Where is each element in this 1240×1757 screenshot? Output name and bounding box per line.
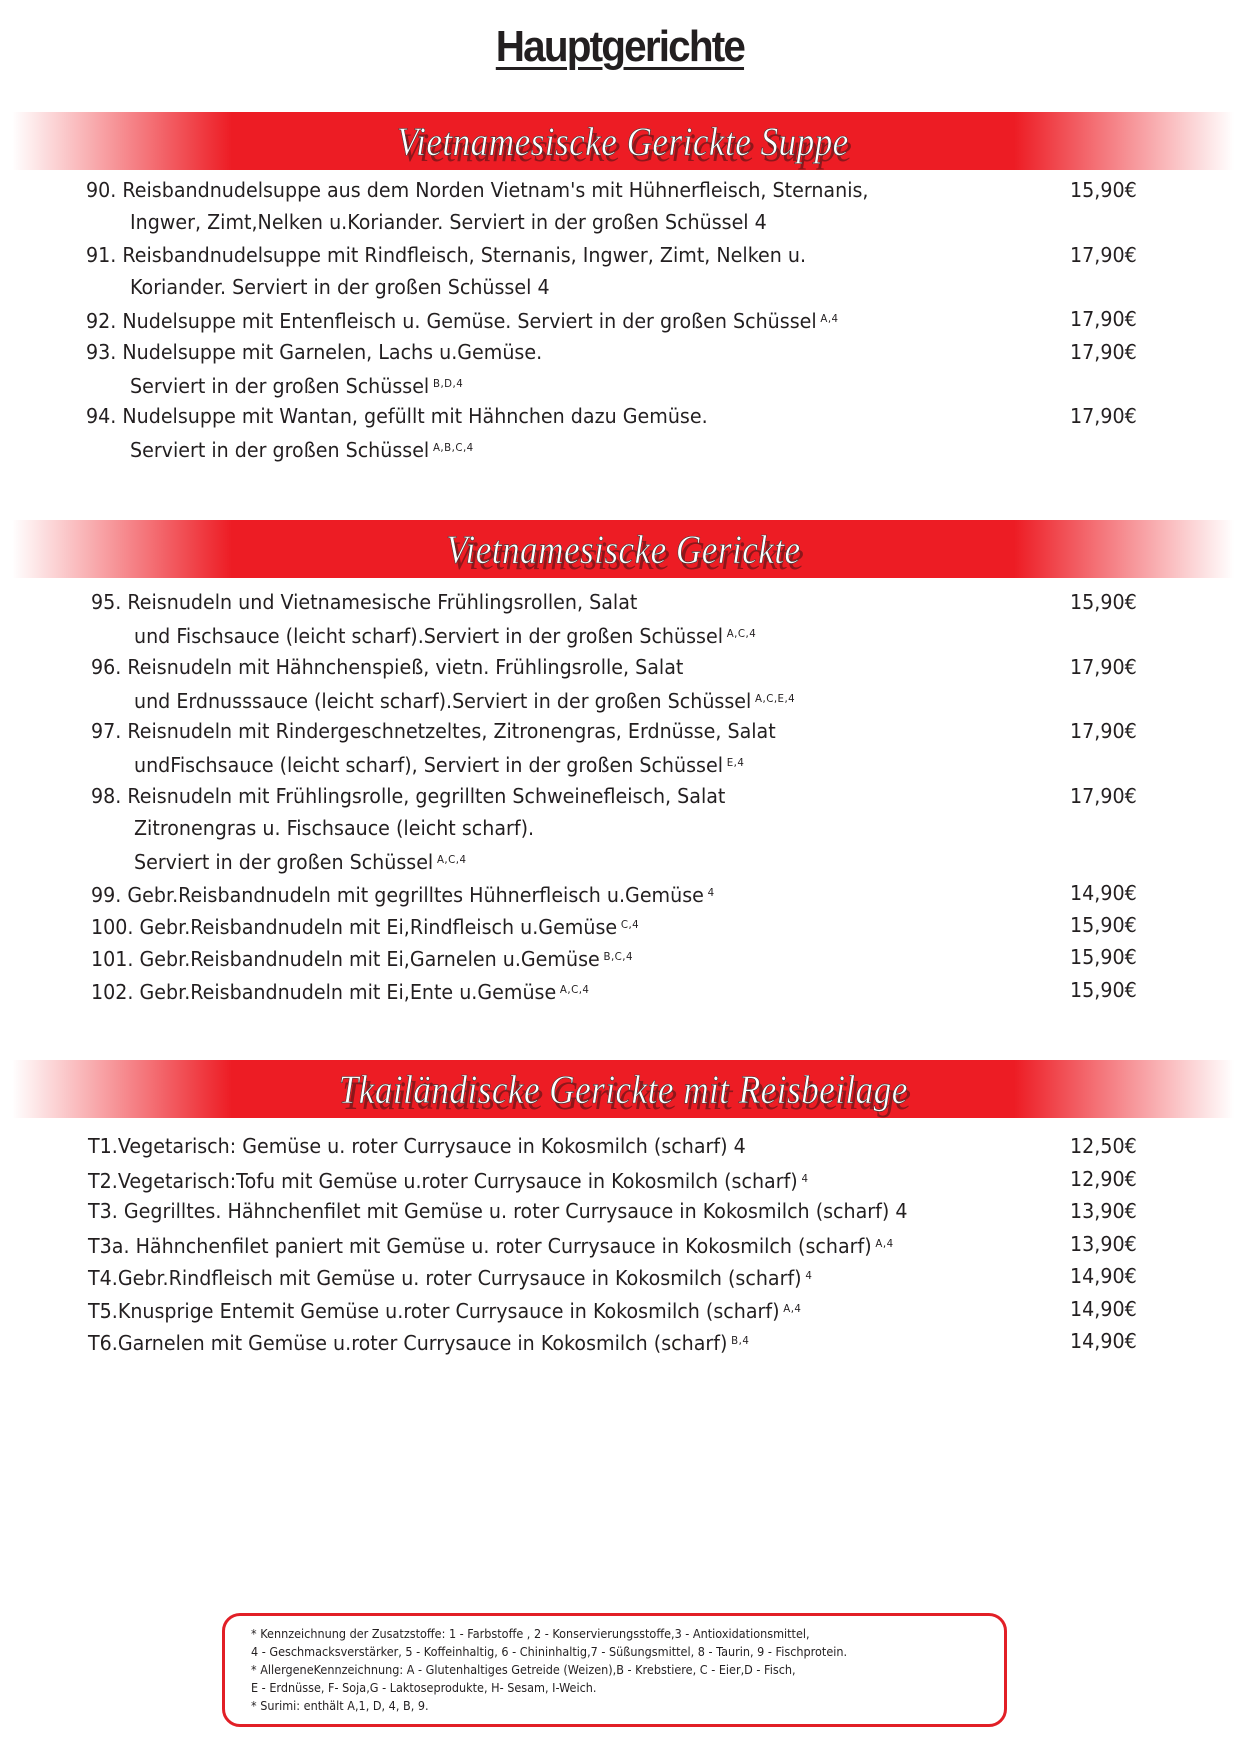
- menu-item-price: 15,90€: [1070, 178, 1137, 202]
- menu-item-text: 99. Gebr.Reisbandnudeln mit gegrilltes Hühnerfleisch u.Gemüse: [91, 882, 704, 907]
- menu-item-text: T3a. Hähnchenfilet paniert mit Gemüse u. roter Currysauce in Kokosmilch (scharf): [88, 1233, 872, 1258]
- menu-item: [0, 1326, 1240, 1356]
- menu-item-price: 12,90€: [1070, 1166, 1137, 1191]
- section-header-vietnamese-soups: [12, 112, 1234, 170]
- menu-item-text: T6.Garnelen mit Gemüse u.roter Currysauce in Kokosmilch (scharf): [88, 1331, 728, 1355]
- page-title-wrap: [0, 22, 1240, 72]
- menu-item-name: [86, 401, 708, 431]
- menu-item-text: Koriander. Serviert in der großen Schüssel 4: [130, 274, 550, 299]
- menu-item-price: 15,90€: [1070, 913, 1137, 937]
- allergen-codes: 4: [805, 1269, 813, 1282]
- menu-item-text: 96. Reisnudeln mit Hähnchenspieß, vietn. Frühlingsrolle, Salat: [91, 654, 684, 679]
- menu-item: [0, 652, 1240, 713]
- menu-item-price: 17,90€: [1070, 783, 1137, 808]
- menu-item-name: [86, 337, 542, 367]
- menu-item-text: T1.Vegetarisch: Gemüse u. roter Currysauce in Kokosmilch (scharf) 4: [88, 1134, 746, 1158]
- footnote-line: * Kennzeichnung der Zusatzstoffe: 1 - Farbstoffe , 2 - Konservierungsstoffe,3 - Antioxidationsmittel,: [251, 1626, 810, 1641]
- menu-item-price: 17,90€: [1070, 654, 1137, 679]
- footnote-line: E - Erdnüsse, F- Soja,G - Laktoseprodukte, H- Sesam, I-Weich.: [251, 1680, 597, 1695]
- allergen-codes: B,C,4: [603, 950, 633, 964]
- menu-item-description: [130, 272, 550, 302]
- menu-item: [0, 587, 1240, 649]
- menu-item-name: [88, 1164, 808, 1196]
- section-heading: Vietnamesiscke Gerickte: [445, 526, 801, 572]
- menu-item-text: 95. Reisnudeln und Vietnamesische Frühlingsrollen, Salat: [91, 590, 638, 614]
- menu-item-name: [88, 1261, 812, 1293]
- footnote-line: * AllergeneKennzeichnung: A - Glutenhaltiges Getreide (Weizen),B - Krebstiere, C - Eier,D - Fisch,: [251, 1662, 796, 1677]
- section-heading: Vietnamesiscke Gerickte Suppe: [397, 118, 849, 164]
- menu-item-price: 17,90€: [1070, 242, 1137, 267]
- menu-item-price: 13,90€: [1070, 1231, 1137, 1256]
- menu-item-text: Serviert in der großen Schüssel: [130, 373, 430, 398]
- menu-item-text: undFischsauce (leicht scharf), Serviert in der großen Schüssel: [134, 753, 723, 778]
- menu-item: [0, 240, 1240, 299]
- menu-item: [0, 1164, 1240, 1194]
- menu-item-name: [88, 1326, 749, 1358]
- menu-item-name: [91, 910, 639, 942]
- menu-item: [0, 716, 1240, 778]
- allergen-codes: A,4: [820, 312, 839, 326]
- menu-item-text: 98. Reisnudeln mit Frühlingsrolle, gegrillten Schweinefleisch, Salat: [91, 783, 726, 808]
- section-header-vietnamese-dishes: [12, 520, 1234, 578]
- menu-item-name: [91, 716, 776, 746]
- menu-item-text: 91. Reisbandnudelsuppe mit Rindfleisch, Sternanis, Ingwer, Zimt, Nelken u.: [86, 242, 807, 267]
- menu-item-text: 102. Gebr.Reisbandnudeln mit Ei,Ente u.Gemüse: [91, 979, 557, 1004]
- menu-item-description: [130, 433, 474, 465]
- menu-item-price: 17,90€: [1070, 719, 1137, 744]
- menu-item-text: Serviert in der großen Schüssel: [130, 438, 430, 463]
- menu-item-text: 97. Reisnudeln mit Rindergeschnetzeltes, Zitronengras, Erdnüsse, Salat: [91, 719, 776, 744]
- menu-item: [0, 1196, 1240, 1226]
- menu-item-description: [134, 684, 795, 716]
- menu-item-text: 90. Reisbandnudelsuppe aus dem Norden Vietnam's mit Hühnerfleisch, Sternanis,: [86, 178, 869, 202]
- menu-item-description: [130, 369, 463, 401]
- allergen-codes: E,4: [726, 756, 745, 770]
- allergen-codes: A,4: [875, 1236, 894, 1250]
- menu-item-text: 100. Gebr.Reisbandnudeln mit Ei,Rindfleisch u.Gemüse: [91, 915, 618, 939]
- allergen-codes: 4: [801, 1171, 809, 1185]
- menu-item-text: 101. Gebr.Reisbandnudeln mit Ei,Garnelen u.Gemüse: [91, 947, 600, 972]
- section-header-thai-dishes: [12, 1060, 1234, 1118]
- menu-item: [0, 910, 1240, 940]
- allergen-codes: B,D,4: [432, 376, 464, 390]
- menu-item-name: [91, 587, 637, 617]
- section-heading: Tkailändiscke Gerickte mit Reisbeilage: [338, 1066, 908, 1112]
- menu-item: [0, 878, 1240, 908]
- menu-item: [0, 401, 1240, 463]
- menu-item: [0, 1294, 1240, 1324]
- menu-item-name: [88, 1196, 907, 1226]
- menu-item-description: [134, 845, 466, 877]
- menu-item: [0, 337, 1240, 398]
- menu-item-text: Serviert in der großen Schüssel: [134, 850, 434, 875]
- menu-item-description: [134, 748, 744, 780]
- allergen-codes: 4: [707, 885, 715, 899]
- menu-item: [0, 975, 1240, 1005]
- allergen-codes: A,4: [783, 1301, 802, 1315]
- menu-item-text: T2.Vegetarisch:Tofu mit Gemüse u.roter Currysauce in Kokosmilch (scharf): [88, 1168, 798, 1193]
- menu-item-price: 14,90€: [1070, 1264, 1137, 1288]
- additives-allergens-footnote: [222, 1613, 1007, 1727]
- allergen-codes: A,C,4: [436, 853, 467, 867]
- menu-item-description: [130, 207, 767, 237]
- menu-item-text: und Fischsauce (leicht scharf).Serviert in der großen Schüssel: [134, 624, 723, 649]
- menu-item: [0, 781, 1240, 875]
- menu-item-price: 14,90€: [1070, 1329, 1137, 1353]
- menu-item-name: [88, 1229, 894, 1261]
- menu-item-text: 93. Nudelsuppe mit Garnelen, Lachs u.Gemüse.: [86, 339, 543, 364]
- menu-item-name: [88, 1131, 746, 1161]
- menu-item: [0, 942, 1240, 972]
- allergen-codes: A,C,4: [726, 627, 757, 641]
- menu-item-text: 92. Nudelsuppe mit Entenfleisch u. Gemüse. Serviert in der großen Schüssel: [86, 309, 817, 334]
- menu-item-price: 15,90€: [1070, 590, 1137, 614]
- menu-item-text: und Erdnusssauce (leicht scharf).Serviert in der großen Schüssel: [134, 688, 752, 713]
- menu-item-text: Zitronengras u. Fischsauce (leicht scharf).: [134, 816, 535, 841]
- menu-item: [0, 304, 1240, 334]
- menu-item-name: [88, 1294, 801, 1326]
- menu-item-name: [86, 240, 806, 270]
- menu-item-name: [91, 942, 633, 974]
- menu-item-price: 15,90€: [1070, 945, 1137, 970]
- allergen-codes: C,4: [620, 918, 640, 931]
- allergen-codes: A,C,E,4: [755, 691, 796, 705]
- menu-item-price: 15,90€: [1070, 977, 1137, 1002]
- page-title: Hauptgerichte: [495, 22, 745, 71]
- menu-item-price: 14,90€: [1070, 880, 1137, 905]
- menu-item-text: T5.Knusprige Entemit Gemüse u.roter Currysauce in Kokosmilch (scharf): [88, 1298, 780, 1323]
- menu-item-name: [91, 652, 683, 682]
- menu-item-price: 17,90€: [1070, 404, 1137, 429]
- menu-item-text: 94. Nudelsuppe mit Wantan, gefüllt mit Hähnchen dazu Gemüse.: [86, 404, 708, 429]
- allergen-codes: B,4: [731, 1334, 750, 1347]
- menu-item-name: [86, 175, 868, 205]
- footnote-line: 4 - Geschmacksverstärker, 5 - Koffeinhaltig, 6 - Chininhaltig,7 - Süßungsmittel, 8 - Taurin, 9 - Fischprotein.: [251, 1644, 848, 1659]
- menu-item-text: Ingwer, Zimt,Nelken u.Koriander. Serviert in der großen Schüssel 4: [130, 210, 767, 235]
- menu-item-description: [134, 619, 756, 651]
- menu-item: [0, 175, 1240, 235]
- menu-item-price: 13,90€: [1070, 1199, 1137, 1223]
- menu-item-price: 17,90€: [1070, 307, 1137, 332]
- menu-item: [0, 1131, 1240, 1161]
- menu-item-name: [91, 781, 725, 811]
- menu-item: [0, 1229, 1240, 1259]
- allergen-codes: A,B,C,4: [432, 441, 474, 455]
- menu-item: [0, 1261, 1240, 1291]
- allergen-codes: A,C,4: [559, 982, 590, 996]
- menu-item-text: T4.Gebr.Rindfleisch mit Gemüse u. roter Currysauce in Kokosmilch (scharf): [88, 1266, 802, 1290]
- menu-item-price: 14,90€: [1070, 1296, 1137, 1321]
- menu-item-description: [134, 813, 534, 843]
- menu-item-name: [91, 975, 589, 1007]
- menu-item-price: 17,90€: [1070, 339, 1137, 364]
- menu-item-name: [86, 304, 839, 336]
- menu-item-price: 12,50€: [1070, 1134, 1137, 1158]
- menu-item-text: T3. Gegrilltes. Hähnchenfilet mit Gemüse u. roter Currysauce in Kokosmilch (scharf) 4: [88, 1199, 908, 1223]
- footnote-line: * Surimi: enthält A,1, D, 4, B, 9.: [251, 1698, 429, 1713]
- menu-item-name: [91, 878, 715, 910]
